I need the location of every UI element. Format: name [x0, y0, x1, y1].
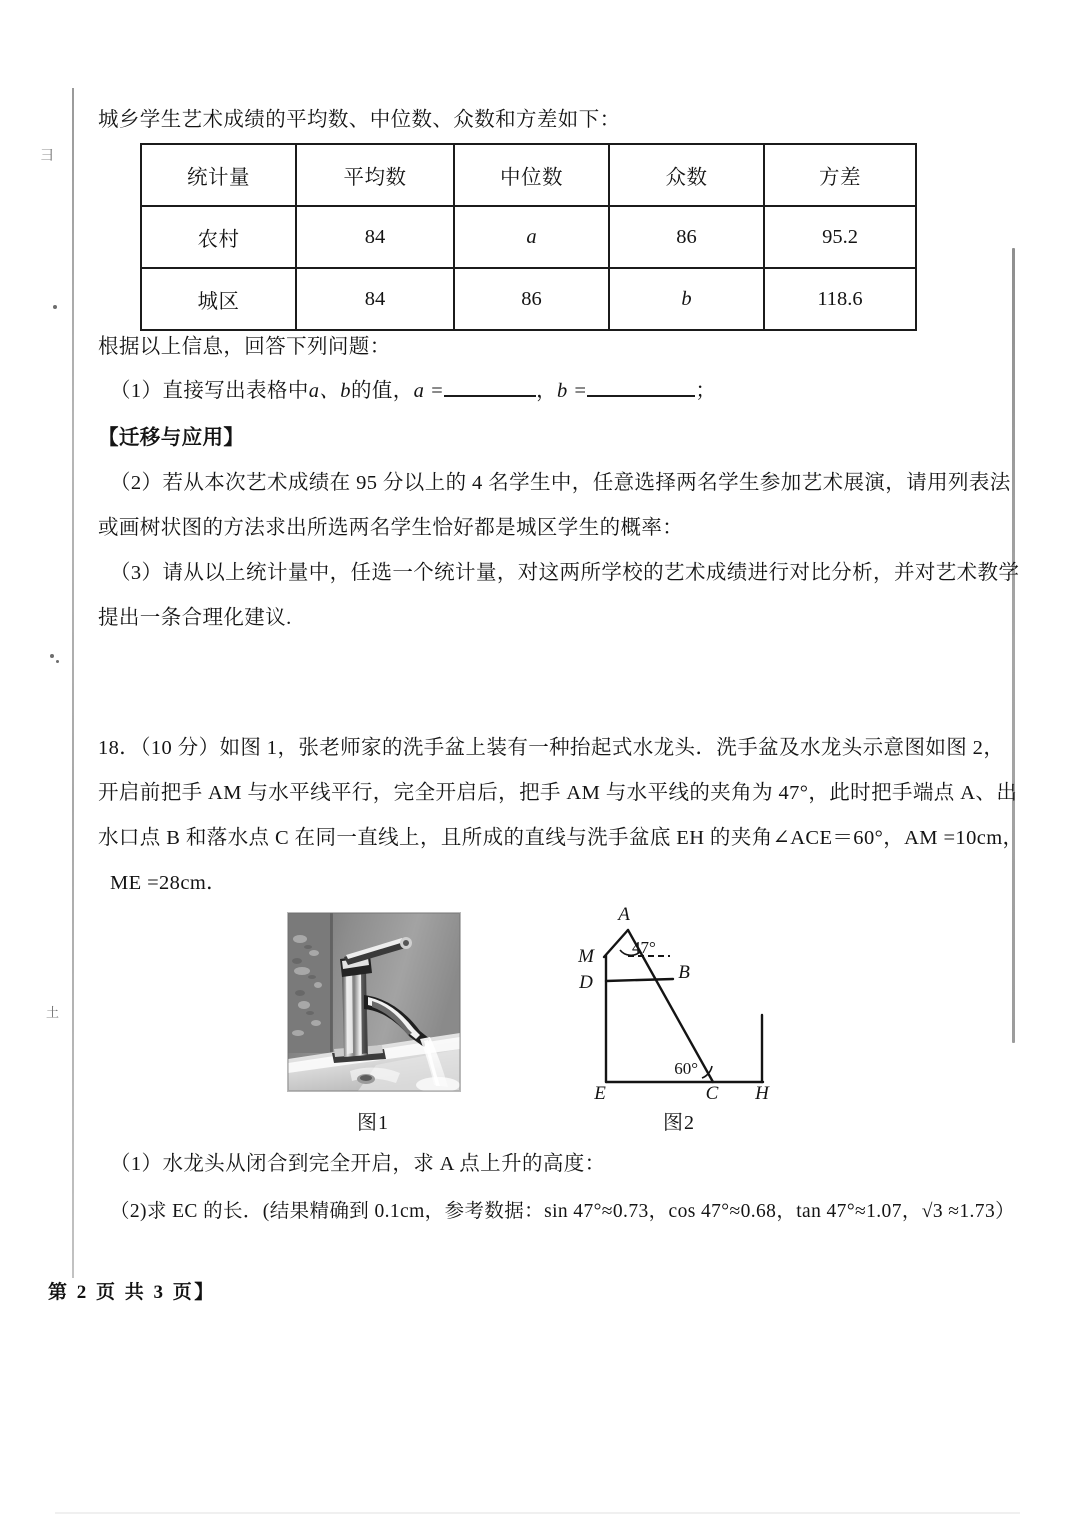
scan-speck-dot — [56, 660, 59, 663]
table-row — [141, 268, 916, 330]
lead-in-text: 城乡学生艺术成绩的平均数、中位数、众数和方差如下： — [98, 109, 621, 131]
part1-variables: a、b — [308, 380, 351, 402]
question-18-sub-1: （1）水龙头从闭合到完全开启，求 A 点上升的高度： — [110, 1153, 606, 1175]
table-cell-median: a — [454, 206, 609, 268]
statistics-table — [140, 143, 917, 331]
table-cell-variance: 118.6 — [764, 268, 916, 330]
vertex-label-A: A — [618, 904, 630, 925]
vertex-label-H: H — [755, 1083, 769, 1104]
part1-terminator: ； — [695, 380, 717, 402]
question-18-stem-line-2: 开启前把手 AM 与水平线平行，完全开启后，把手 AM 与水平线的夹角为 47°，此时把手端点 A、出 — [98, 782, 1018, 804]
question-17-part-3-line-2: 提出一条合理化建议. — [98, 607, 292, 629]
question-17-part-2-line-2: 或画树状图的方法求出所选两名学生恰好都是城区学生的概率： — [98, 517, 684, 539]
segment-DB — [606, 979, 673, 981]
table-cell-mean: 84 — [296, 268, 454, 330]
answer-blank-a[interactable] — [444, 395, 536, 397]
angle-label-47-degrees: 47° — [632, 938, 656, 957]
angle-label-60-degrees: 60° — [674, 1059, 698, 1078]
figure-2-geometry-diagram — [566, 900, 796, 1104]
question-18-stem-line-3: 水口点 B 和落水点 C 在同一直线上，且所成的直线与洗手盆底 EH 的夹角∠ACE＝60°，AM =10cm， — [98, 827, 1024, 849]
table-cell-variance: 95.2 — [764, 206, 916, 268]
table-row — [141, 206, 916, 268]
question-18-sub-2: （2)求 EC 的长．(结果精确到 0.1cm，参考数据：sin 47°≈0.73，cos 47°≈0.68，tan 47°≈1.07，√3 ≈1.73） — [110, 1201, 1016, 1222]
answer-blank-b[interactable] — [587, 395, 695, 397]
question-prompt: 根据以上信息，回答下列问题： — [98, 336, 391, 358]
table-cell-mode: b — [609, 268, 764, 330]
question-18-stem-line-1: 18．（10 分）如图 1，张老师家的洗手盆上装有一种抬起式水龙头．洗手盆及水龙头示意图如图 2， — [98, 737, 1005, 759]
scan-speck-dot — [50, 654, 54, 658]
table-header-cell: 方差 — [764, 144, 916, 206]
table-header-cell: 平均数 — [296, 144, 454, 206]
question-18-stem-line-4: ME =28cm． — [110, 872, 228, 894]
figure-2-caption: 图2 — [663, 1112, 695, 1134]
question-17-part-1 — [110, 381, 716, 402]
table-header-cell: 中位数 — [454, 144, 609, 206]
part1-a-equals: a = — [413, 380, 445, 402]
vertex-label-D: D — [579, 972, 593, 993]
scan-edge-line-bottom — [55, 1512, 1020, 1514]
scan-margin-line-left — [72, 88, 74, 1278]
scan-speck-mark: 土 — [46, 1005, 60, 1020]
figure-1-caption: 图1 — [357, 1112, 389, 1134]
question-17-part-3-line-1: （3）请从以上统计量中，任选一个统计量，对这两所学校的艺术成绩进行对比分析，并对艺术教学 — [110, 562, 1020, 584]
table-row-label: 城区 — [141, 268, 296, 330]
question-17-part-2-line-1: （2）若从本次艺术成绩在 95 分以上的 4 名学生中，任意选择两名学生参加艺术展演，请用列表法 — [110, 472, 1011, 494]
table-cell-median: 86 — [454, 268, 609, 330]
vertex-label-E: E — [594, 1083, 606, 1104]
vertex-label-M: M — [578, 946, 594, 967]
geometry-graphic — [566, 900, 796, 1104]
table-cell-mean: 84 — [296, 206, 454, 268]
part1-b-equals: b = — [556, 380, 588, 402]
section-heading-transfer-application: 【迁移与应用】 — [98, 427, 245, 449]
page-footer: 第 2 页 共 3 页】 — [48, 1282, 216, 1303]
part1-middle: 的值， — [350, 380, 414, 402]
scan-speck-mark: 彐 — [40, 147, 54, 163]
table-row-label: 农村 — [141, 206, 296, 268]
table-header-cell: 众数 — [609, 144, 764, 206]
scan-margin-line-right — [1012, 248, 1015, 1043]
scan-speck-dot — [53, 305, 57, 309]
faucet-photo-graphic — [288, 913, 460, 1091]
part1-comma: ， — [536, 380, 557, 402]
vertex-label-B: B — [678, 962, 690, 983]
part1-prefix: （1）直接写出表格中 — [110, 380, 309, 402]
figure-1-faucet-photo — [287, 912, 461, 1092]
table-header-cell: 统计量 — [141, 144, 296, 206]
table-cell-mode: 86 — [609, 206, 764, 268]
vertex-label-C: C — [705, 1083, 719, 1104]
table-header-row — [141, 144, 916, 206]
